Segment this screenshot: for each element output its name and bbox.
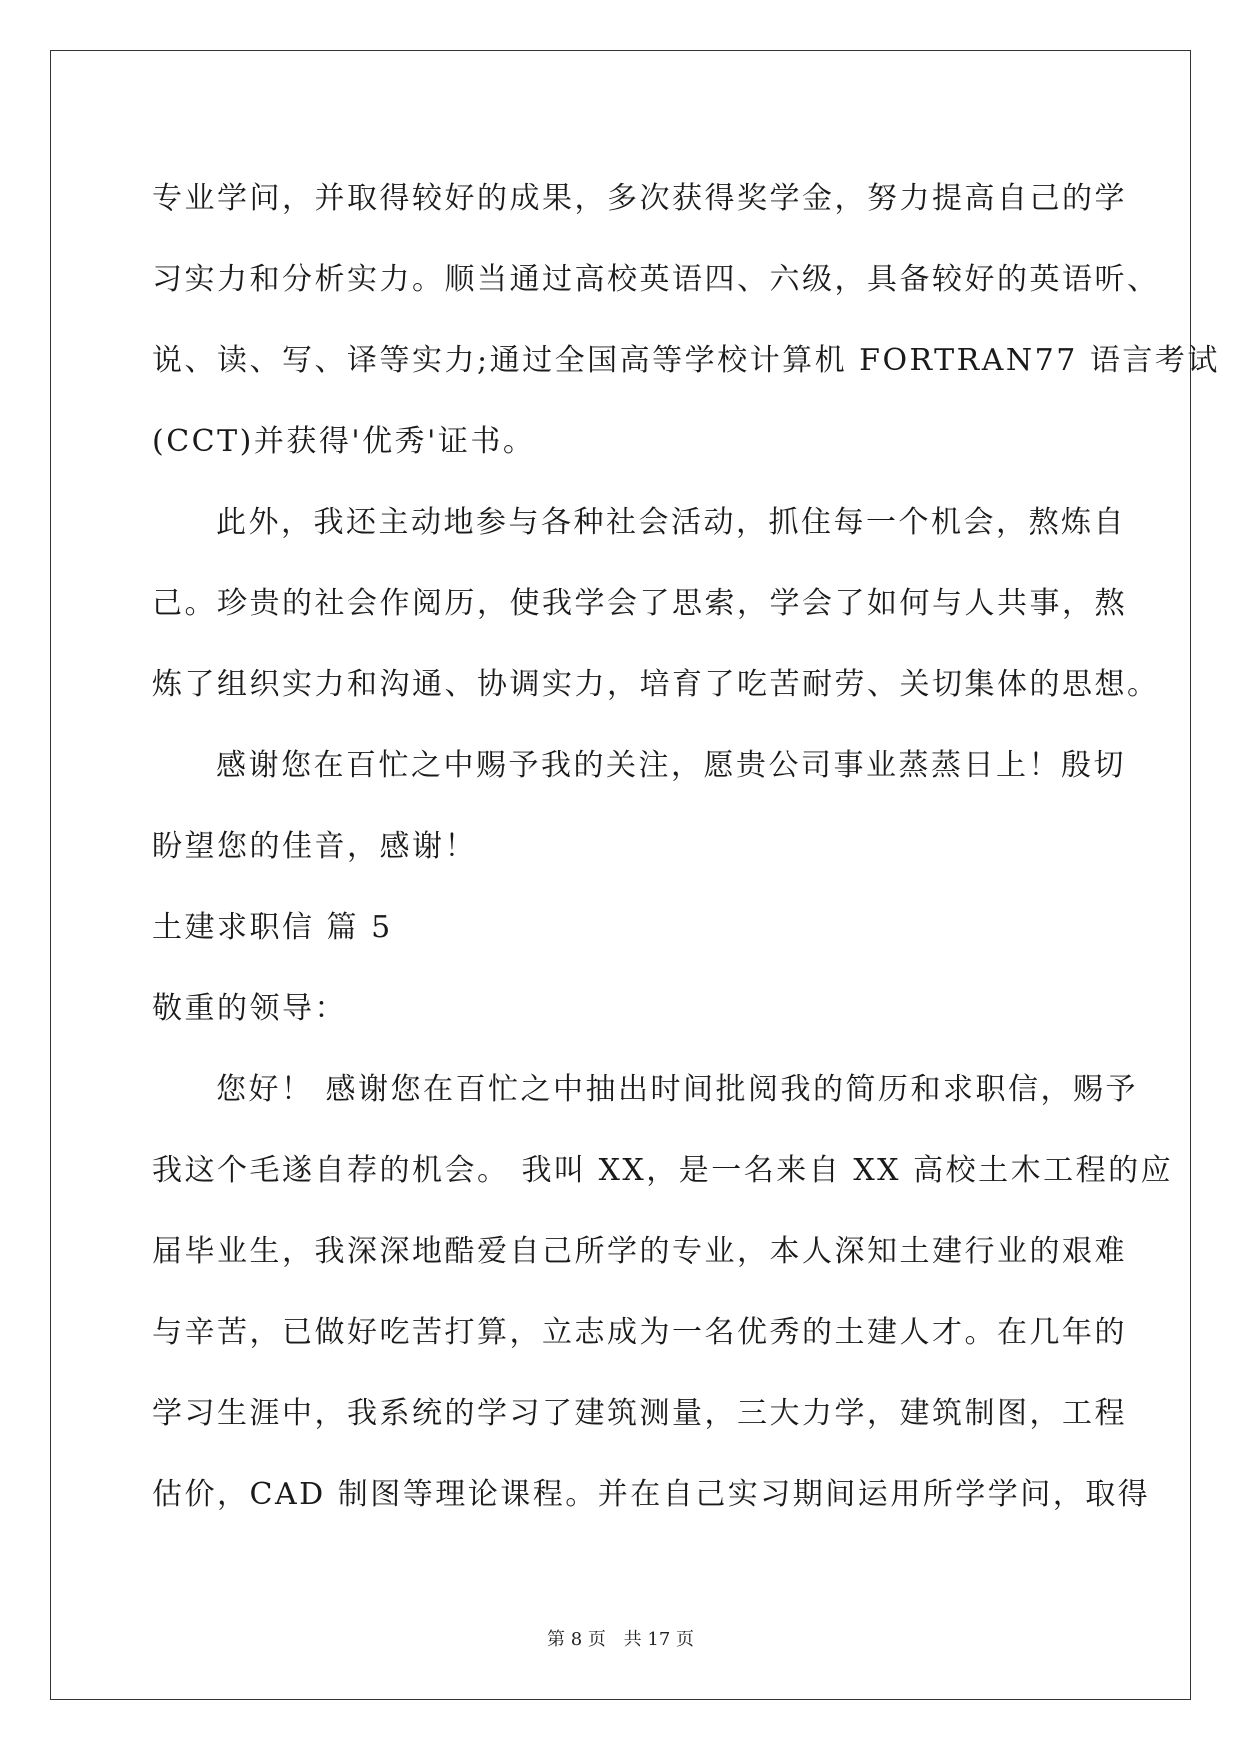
salutation: 敬重的领导： <box>152 991 347 1026</box>
text-line: (CCT)并获得'优秀'证书。 <box>152 424 536 459</box>
paragraph-start-line: 此外，我还主动地参与各种社会活动，抓住每一个机会，熬炼自 <box>216 505 1126 540</box>
text-line: 说、读、写、译等实力;通过全国高等学校计算机 FORTRAN77 语言考试 <box>152 343 1220 378</box>
text-line: 专业学问，并取得较好的成果，多次获得奖学金，努力提高自己的学 <box>152 181 1127 216</box>
document-body <box>152 158 1220 1535</box>
text-line: 习实力和分析实力。顺当通过高校英语四、六级，具备较好的英语听、 <box>152 262 1160 297</box>
text-line: 盼望您的佳音，感谢！ <box>152 829 477 864</box>
text-line: 我这个毛遂自荐的机会。 我叫 XX，是一名来自 XX 高校土木工程的应 <box>152 1153 1174 1188</box>
text-line: 学习生涯中，我系统的学习了建筑测量，三大力学，建筑制图，工程 <box>152 1396 1127 1431</box>
paragraph-start-line: 您好！ 感谢您在百忙之中抽出时间批阅我的简历和求职信，赐予 <box>216 1072 1139 1107</box>
paragraph-start-line: 感谢您在百忙之中赐予我的关注，愿贵公司事业蒸蒸日上！殷切 <box>216 748 1126 783</box>
text-line: 与辛苦，已做好吃苦打算，立志成为一名优秀的土建人才。在几年的 <box>152 1315 1127 1350</box>
section-heading: 土建求职信 篇 5 <box>152 910 393 945</box>
page-footer <box>0 1625 1241 1651</box>
page-total: 共 17 页 <box>623 1629 694 1650</box>
text-line: 炼了组织实力和沟通、协调实力，培育了吃苦耐劳、关切集体的思想。 <box>152 667 1160 702</box>
text-line: 届毕业生，我深深地酷爱自己所学的专业，本人深知土建行业的艰难 <box>152 1234 1127 1269</box>
text-line: 己。珍贵的社会作阅历，使我学会了思索，学会了如何与人共事，熬 <box>152 586 1127 621</box>
text-line: 估价，CAD 制图等理论课程。并在自己实习期间运用所学学问，取得 <box>152 1477 1151 1512</box>
page-number: 第 8 页 <box>547 1629 606 1650</box>
